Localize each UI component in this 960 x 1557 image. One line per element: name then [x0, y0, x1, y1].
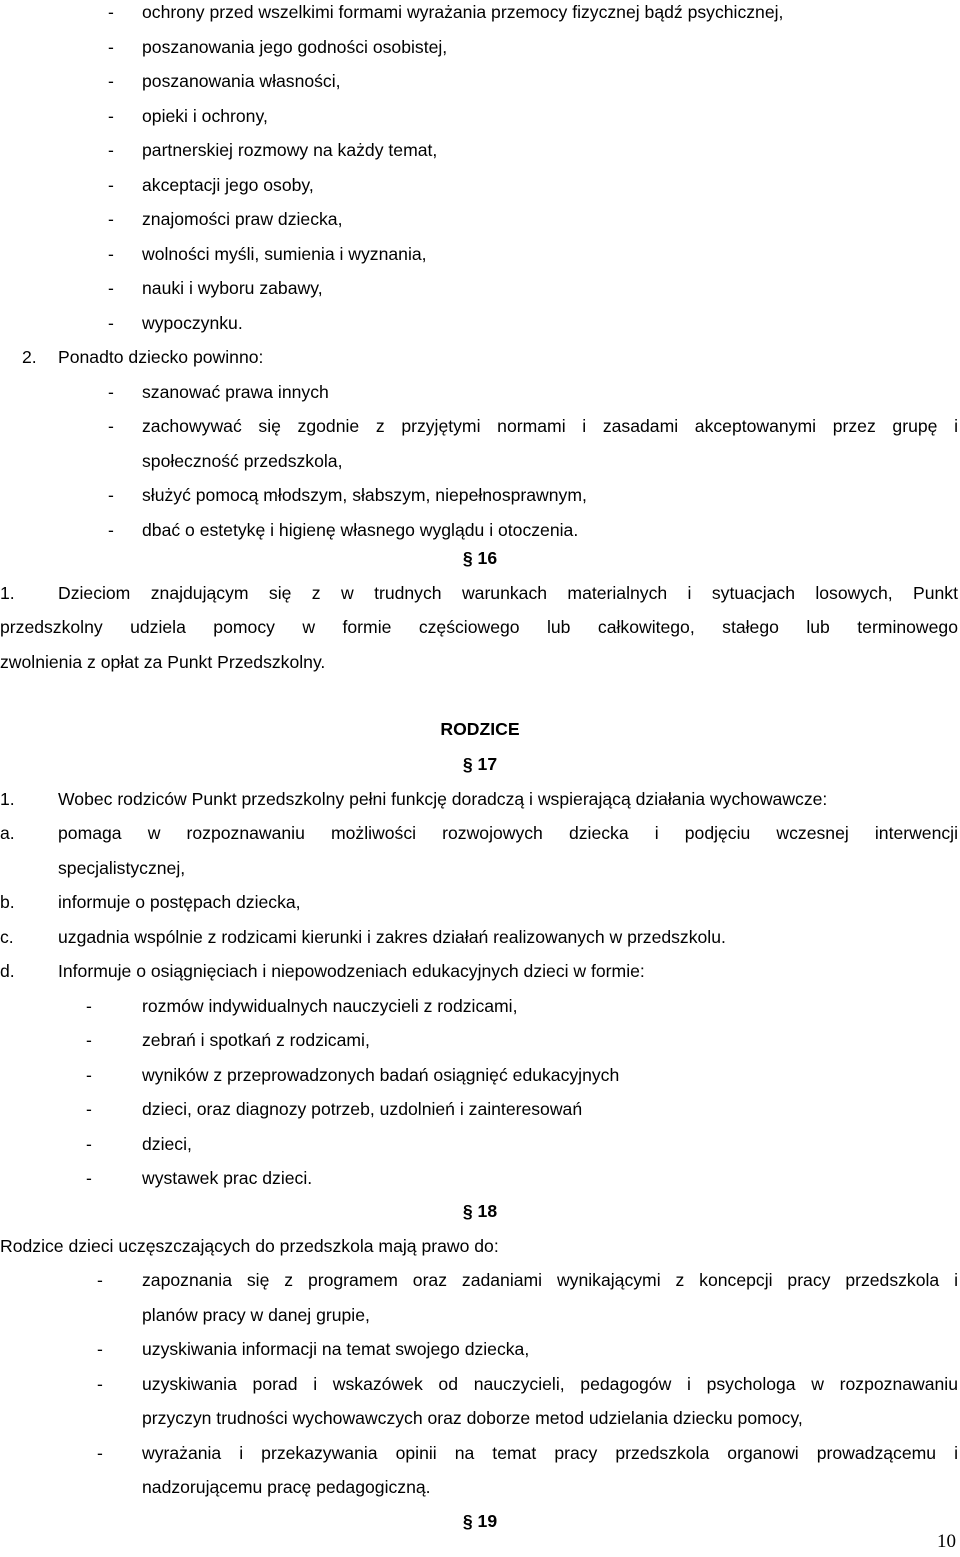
section-sign: §	[462, 754, 473, 774]
list-item: - szanować prawa innych	[108, 381, 329, 402]
paragraph-17: 1. Wobec rodziców Punkt przedszkolny pełni funkcję doradczą i wspierającą działania wychowawcze:	[0, 788, 828, 809]
paragraph-line: zwolnienia z opłat za Punkt Przedszkolny.	[0, 651, 326, 672]
section-sign: §	[462, 548, 473, 568]
lettered-item: b. informuje o postępach dziecka,	[0, 892, 301, 912]
list-item: - poszanowania jego godności osobistej,	[108, 36, 448, 57]
section-17-heading: § 17	[462, 754, 498, 774]
list-item: - dzieci,	[86, 1133, 192, 1154]
lettered-item: d. Informuje o osiągnięciach i niepowodzeniach edukacyjnych dzieci w formie:	[0, 961, 645, 981]
list-item-continuation: społeczność przedszkola,	[142, 450, 343, 471]
paragraph-line: przedszkolny udziela pomocy w formie częściowego lub całkowitego, stałego lub terminowego	[0, 617, 958, 637]
point-2: 2. Ponadto dziecko powinno:	[22, 347, 264, 367]
list-item: - wolności myśli, sumienia i wyznania,	[108, 243, 427, 264]
chapter-heading: RODZICE	[440, 719, 520, 739]
paragraph-18: Rodzice dzieci uczęszczających do przedszkola mają prawo do:	[0, 1235, 499, 1256]
section-18-heading: § 18	[462, 1201, 498, 1221]
list-item: - wyrażania i przekazywania opinii na temat pracy przedszkola organowi prowadzącemu i	[97, 1442, 958, 1463]
list-item: - akceptacji jego osoby,	[108, 174, 314, 195]
list-item: - służyć pomocą młodszym, słabszym, niepełnosprawnym,	[108, 485, 587, 505]
section-sign: §	[462, 1511, 473, 1531]
list-item-continuation: nadzorującemu pracę pedagogiczną.	[142, 1477, 431, 1497]
list-item: - rozmów indywidualnych nauczycieli z rodzicami,	[86, 995, 518, 1016]
list-item: - uzyskiwania porad i wskazówek od nauczycieli, pedagogów i psychologa w rozpoznawaniu	[97, 1373, 958, 1394]
list-item: - poszanowania własności,	[108, 71, 341, 91]
lettered-item: a. pomaga w rozpoznawaniu możliwości rozwojowych dziecka i podjęciu wczesnej interwencji	[0, 823, 958, 843]
list-item: - znajomości praw dziecka,	[108, 209, 343, 229]
list-item: - wypoczynku.	[108, 312, 243, 333]
list-item: - zachowywać się zgodnie z przyjętymi normami i zasadami akceptowanymi przez grupę i	[108, 416, 958, 436]
section-19-heading: § 19	[462, 1511, 498, 1531]
list-item-continuation: przyczyn trudności wychowawczych oraz doborze metod udzielania dziecku pomocy,	[142, 1408, 803, 1428]
list-item: - wystawek prac dzieci.	[86, 1168, 313, 1188]
list-item: - ochrony przed wszelkimi formami wyrażania przemocy fizycznej bądź psychicznej,	[108, 2, 784, 22]
list-item: - zapoznania się z programem oraz zadaniami wynikającymi z koncepcji pracy przedszkola i	[97, 1270, 958, 1290]
list-item: - wyników z przeprowadzonych badań osiągnięć edukacyjnych	[86, 1064, 620, 1085]
lettered-item: c. uzgadnia wspólnie z rodzicami kierunki i zakres działań realizowanych w przedszkolu.	[0, 926, 726, 947]
paragraph-16: 1. Dzieciom znajdującym się z w trudnych warunkach materialnych i sytuacjach losowych, Punkt	[0, 582, 958, 603]
section-sign: §	[462, 1201, 473, 1221]
list-item: - opieki i ochrony,	[108, 105, 268, 126]
lettered-item-continuation: specjalistycznej,	[58, 857, 186, 878]
list-item-continuation: planów pracy w danej grupie,	[142, 1304, 370, 1325]
list-item: - nauki i wyboru zabawy,	[108, 278, 323, 298]
section-16-heading: § 16	[462, 548, 498, 568]
list-item: - uzyskiwania informacji na temat swojego dziecka,	[97, 1339, 530, 1359]
list-item: - zebrań i spotkań z rodzicami,	[86, 1030, 370, 1050]
list-item: - dbać o estetykę i higienę własnego wyglądu i otoczenia.	[108, 519, 579, 540]
list-item: - dzieci, oraz diagnozy potrzeb, uzdolnień i zainteresowań	[86, 1099, 583, 1119]
list-item: - partnerskiej rozmowy na każdy temat,	[108, 140, 438, 160]
page-number: 10	[937, 1531, 956, 1552]
